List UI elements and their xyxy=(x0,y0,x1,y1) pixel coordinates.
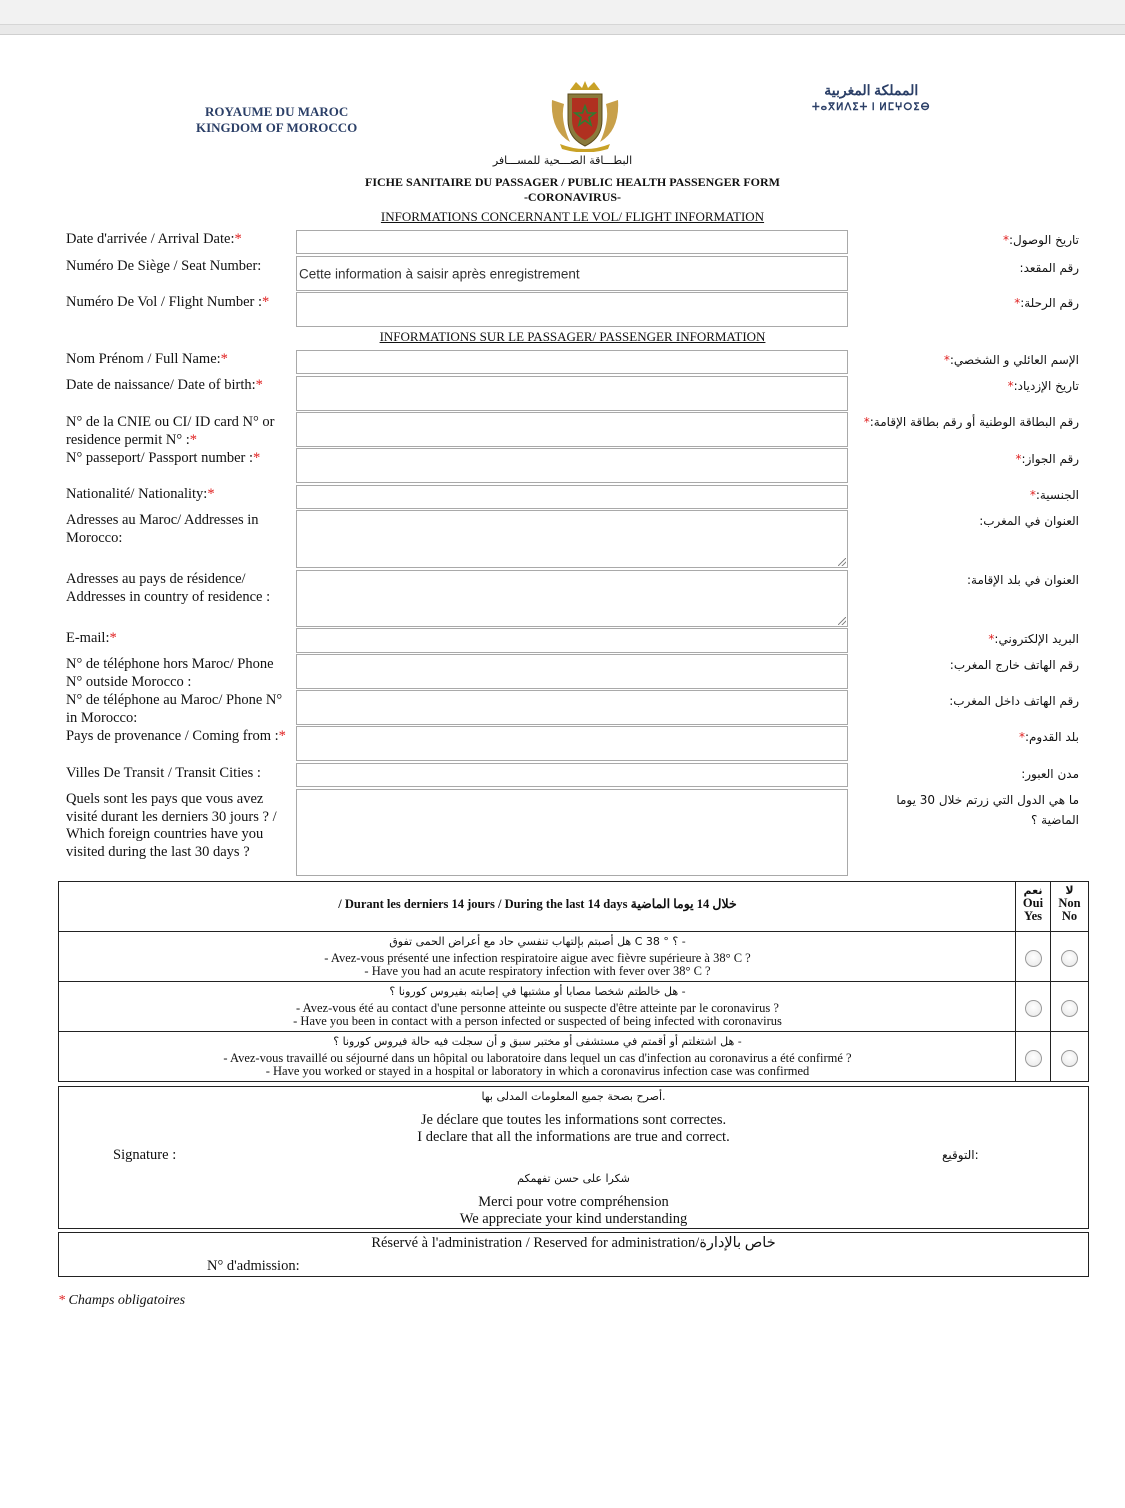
hospital-yes-radio[interactable] xyxy=(1025,1050,1042,1067)
id-card-label-ar: رقم البطاقة الوطنية أو رقم بطاقة الإقامة:* xyxy=(863,415,1079,429)
transit-input[interactable] xyxy=(296,763,848,787)
email-input[interactable] xyxy=(296,628,848,653)
address-residence-textarea[interactable] xyxy=(296,570,848,627)
kingdom-ar: المملكة المغربية xyxy=(824,84,919,99)
signature-label: Signature : xyxy=(113,1147,177,1163)
email-label-ar: البريد الإلكتروني:* xyxy=(988,632,1079,646)
form-title: FICHE SANITAIRE DU PASSAGER / PUBLIC HEALTH PASSENGER FORM xyxy=(365,175,780,189)
signature-label-ar: التوقيع: xyxy=(942,1148,979,1162)
passport-label: N° passeport/ Passport number :* xyxy=(66,450,261,466)
birth-date-label: Date de naissance/ Date of birth:* xyxy=(66,377,263,393)
visited-countries-textarea[interactable] xyxy=(296,789,848,876)
full-name-label: Nom Prénom / Full Name:* xyxy=(66,351,228,367)
coming-from-input[interactable] xyxy=(296,726,848,761)
table-divider xyxy=(58,1031,1089,1032)
browser-toolbar xyxy=(0,0,1125,35)
coming-from-label: Pays de provenance / Coming from :* xyxy=(66,728,286,744)
visited-countries-label-ar: ما هي الدول التي زرتم خلال 30 يوما الماضية ؟ xyxy=(896,793,1079,827)
section-passenger-info: INFORMATIONS SUR LE PASSAGER/ PASSENGER INFORMATION xyxy=(379,329,766,344)
thanks-ar: شكرا على حسن تفهمكم xyxy=(517,1172,630,1185)
admin-title: Réservé à l'administration / Reserved for administration/خاص بالإدارة xyxy=(371,1235,776,1251)
address-morocco-label: Adresses au Maroc/ Addresses in Morocco: xyxy=(66,512,259,546)
yes-header: نعم Oui Yes xyxy=(1022,884,1044,923)
phone-outside-label-ar: رقم الهاتف خارج المغرب: xyxy=(949,658,1079,672)
address-morocco-label-ar: العنوان في المغرب: xyxy=(979,514,1079,528)
birth-date-input[interactable] xyxy=(296,376,848,411)
id-card-input[interactable] xyxy=(296,412,848,447)
form-title-ar: البطـــاقة الصـــحية للمســـافر xyxy=(492,154,633,167)
question-hospital: هل اشتغلتم أو أقمتم في مستشفى أو مختبر سبق و أن سجلت فيه حالة فيروس كورونا ؟ - - Avez-vous travaillé ou séjourné dans un hôpital ou laboratoire dans lequel un cas d'infection au coronavirus a été confirmé ? - Have you worked or stayed in a hospital or laboratory in which a coronavirus infection case was confirmed xyxy=(223,1035,852,1078)
table-divider xyxy=(58,981,1089,982)
coming-from-label-ar: بلد القدوم:* xyxy=(1018,730,1079,744)
email-label: E-mail:* xyxy=(66,630,117,646)
visited-countries-label: Quels sont les pays que vous avez visité durant les derniers 30 jours ? / Which foreign countries have you visited during the last 30 days ? xyxy=(66,791,277,860)
arrival-date-input[interactable] xyxy=(296,230,848,254)
flight-number-label: Numéro De Vol / Flight Number :* xyxy=(66,294,270,310)
full-name-input[interactable] xyxy=(296,350,848,374)
flight-number-label-ar: رقم الرحلة:* xyxy=(1014,296,1079,310)
address-residence-label: Adresses au pays de résidence/ Addresses in country of residence : xyxy=(66,571,271,605)
no-header: لا Non No xyxy=(1058,884,1081,923)
declaration-text: Je déclare que toutes les informations sont correctes. I declare that all the informations are true and correct. xyxy=(417,1112,730,1145)
full-name-label-ar: الإسم العائلي و الشخصي:* xyxy=(943,353,1079,367)
nationality-label: Nationalité/ Nationality:* xyxy=(66,486,215,502)
kingdom-fr: ROYAUME DU MAROC xyxy=(205,104,349,119)
phone-morocco-label-ar: رقم الهاتف داخل المغرب: xyxy=(949,694,1079,708)
phone-outside-input[interactable] xyxy=(296,654,848,689)
seat-input[interactable]: Cette information à saisir après enregistrement xyxy=(296,256,848,291)
required-fields-note: * Champs obligatoires xyxy=(58,1293,186,1308)
flight-number-input[interactable] xyxy=(296,292,848,327)
seat-label: Numéro De Siège / Seat Number: xyxy=(66,258,262,274)
nationality-input[interactable] xyxy=(296,485,848,509)
kingdom-en: KINGDOM OF MOROCCO xyxy=(196,120,358,135)
address-morocco-textarea[interactable] xyxy=(296,510,848,568)
contact-yes-radio[interactable] xyxy=(1025,1000,1042,1017)
phone-outside-label: N° de téléphone hors Maroc/ Phone N° outside Morocco : xyxy=(66,656,274,690)
address-residence-label-ar: العنوان في بلد الإقامة: xyxy=(966,573,1079,587)
question-fever: هل أصبتم بإلتهاب تنفسي حاد مع أعراض الحمى تفوق C 38 ° ؟ - - Avez-vous présenté une infection respiratoire aigue avec fièvre supérieure à 38° C ? - Have you had an acute respiratory infection with fever over 38° C ? xyxy=(324,935,751,978)
table-divider xyxy=(58,931,1089,932)
hospital-no-radio[interactable] xyxy=(1061,1050,1078,1067)
fever-yes-radio[interactable] xyxy=(1025,950,1042,967)
nationality-label-ar: الجنسية:* xyxy=(1029,488,1079,502)
fever-no-radio[interactable] xyxy=(1061,950,1078,967)
transit-label: Villes De Transit / Transit Cities : xyxy=(66,765,261,781)
transit-label-ar: مدن العبور: xyxy=(1021,767,1079,781)
kingdom-tifinagh: ⵜⴰⴳⵍⴷⵉⵜ ⵏ ⵍⵎⵖⵔⵉⴱ xyxy=(812,102,931,113)
passport-label-ar: رقم الجواز:* xyxy=(1015,452,1079,466)
header-left xyxy=(196,104,357,136)
health-table-header: / Durant les derniers 14 jours / During the last 14 days خلال 14 يوما الماضية xyxy=(338,897,737,911)
thanks-text: Merci pour votre compréhension We appreciate your kind understanding xyxy=(459,1194,688,1227)
seat-label-ar: رقم المقعد: xyxy=(1019,261,1079,275)
header-right xyxy=(812,84,931,116)
phone-morocco-input[interactable] xyxy=(296,690,848,725)
id-card-label: N° de la CNIE ou CI/ ID card N° or residence permit N° :* xyxy=(66,414,275,448)
phone-morocco-label: N° de téléphone au Maroc/ Phone N° in Morocco: xyxy=(66,692,283,726)
passport-input[interactable] xyxy=(296,448,848,483)
section-flight-info: INFORMATIONS CONCERNANT LE VOL/ FLIGHT INFORMATION xyxy=(380,209,765,224)
declaration-ar: أصرح بصحة جميع المعلومات المدلى بها. xyxy=(481,1090,666,1103)
question-contact: هل خالطتم شخصا مصابا أو مشتبها في إصابته بفيروس كورونا ؟ - - Avez-vous été au contact d'une personne atteinte ou suspecte d'être atteinte par le coronavirus ? - Have you been in contact with a person infected or suspected of being infected with coronavirus xyxy=(293,985,782,1028)
contact-no-radio[interactable] xyxy=(1061,1000,1078,1017)
arrival-date-label: Date d'arrivée / Arrival Date:* xyxy=(66,231,242,247)
birth-date-label-ar: تاريخ الإزدياد:* xyxy=(1007,379,1079,393)
morocco-coat-of-arms-icon xyxy=(540,80,630,152)
form-subtitle: -CORONAVIRUS- xyxy=(523,190,622,204)
arrival-date-label-ar: تاريخ الوصول:* xyxy=(1002,233,1079,247)
admission-number-label: N° d'admission: xyxy=(207,1258,300,1274)
